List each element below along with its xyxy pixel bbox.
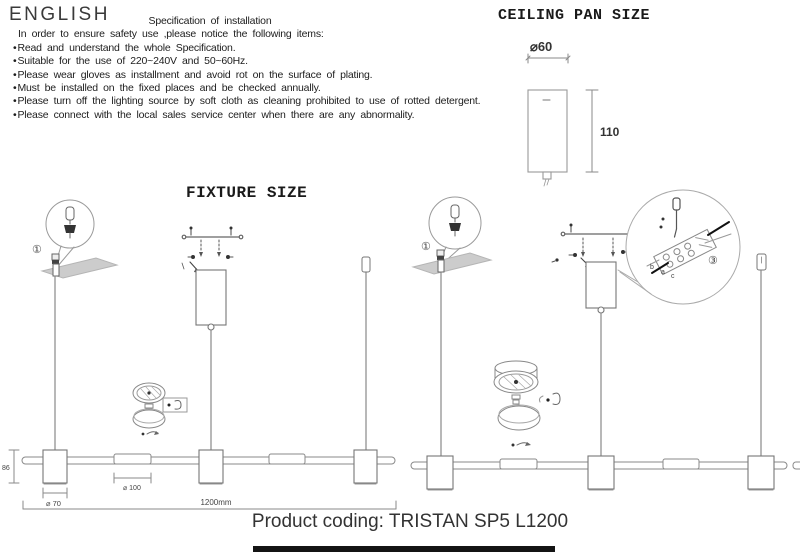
rod-connector xyxy=(663,459,699,469)
spec-intro: In order to ensure safety use ,please notice the following items: xyxy=(18,28,324,41)
canopy-body xyxy=(581,258,616,313)
spec-item-text: Must be installed on the fixed places and be checked annually. xyxy=(17,82,321,95)
pan-diameter-label: ⌀60 xyxy=(530,39,553,54)
callout-1-label: ① xyxy=(421,241,431,253)
fixture-title: FIXTURE SIZE xyxy=(186,184,308,202)
lens-icon xyxy=(133,409,165,428)
terminal-label-b: b xyxy=(650,264,654,271)
lens-icon xyxy=(498,405,540,430)
bullet-icon: • xyxy=(13,95,17,108)
rod-connector xyxy=(114,454,151,464)
spec-block xyxy=(0,15,520,122)
height-dimension-label: 86 xyxy=(2,465,10,472)
callout-1-label: ① xyxy=(32,244,42,256)
spec-item xyxy=(0,95,520,108)
ceiling-pan-body xyxy=(528,90,567,186)
terminal-label-a: a xyxy=(661,269,665,276)
bottom-bar xyxy=(253,546,555,552)
spec-item xyxy=(0,109,520,122)
ceiling-pan-diagram xyxy=(490,30,660,190)
terminal-label-c: c xyxy=(671,273,675,280)
wire-connector xyxy=(362,257,370,272)
pan-height-dimension-line xyxy=(586,90,598,172)
connector-diameter-dimension-line xyxy=(114,473,151,483)
callout-3-label: ③ xyxy=(708,255,718,267)
rotate-arrow-icon xyxy=(512,442,532,447)
bullet-icon: • xyxy=(13,41,17,54)
fastener-detail-box xyxy=(163,398,187,412)
bullet-icon: • xyxy=(13,108,17,121)
rod-connector xyxy=(500,459,537,469)
rotate-arrow-icon xyxy=(142,431,159,435)
canopy-body xyxy=(190,262,226,330)
spec-item-text: Please wear gloves as installment and avoid rot on the surface of plating. xyxy=(17,68,373,81)
spec-item xyxy=(0,82,520,95)
head-diameter-dimension-line xyxy=(43,488,67,498)
bullet-icon: • xyxy=(13,55,17,68)
language-heading: ENGLISH xyxy=(9,4,110,25)
bullet-icon: • xyxy=(13,68,17,81)
fastener-icons xyxy=(539,393,560,404)
ceiling-pan-title: CEILING PAN SIZE xyxy=(498,7,651,24)
wire-connector xyxy=(757,254,766,270)
head-diameter-label: ⌀ 70 xyxy=(46,499,61,508)
pan-height-label: 110 xyxy=(600,125,620,139)
spec-item-text: Please turn off the lighting source by soft cloth as cleaning prohibited to use of rotted detergent. xyxy=(17,95,481,108)
spec-item-text: Please connect with the local sales service center when there are any abnormality. xyxy=(17,108,415,121)
length-dimension-label: 1200mm xyxy=(200,498,232,507)
spec-item-text: Suitable for the use of 220~240V and 50~60Hz. xyxy=(17,55,248,68)
spec-item-text: Read and understand the whole Specification. xyxy=(17,41,236,54)
spec-item xyxy=(0,42,520,55)
pan-diameter-dimension-line xyxy=(526,54,570,63)
screw-icons xyxy=(552,238,629,262)
ceiling-grip xyxy=(437,250,444,272)
rod-connector xyxy=(269,454,305,464)
height-dimension-line xyxy=(9,450,19,483)
spec-item xyxy=(0,55,520,68)
fixture-diagram-dimensions xyxy=(0,193,410,523)
screw-icons xyxy=(182,240,233,269)
fixture-diagram-installation xyxy=(405,190,800,505)
ceiling-grip xyxy=(52,254,59,276)
lamp-head-icon xyxy=(494,361,538,404)
spot-cylinder xyxy=(43,450,377,484)
bullet-icon: • xyxy=(13,82,17,95)
connector-diameter-label: ⌀ 100 xyxy=(123,485,141,492)
product-coding: Product coding: TRISTAN SP5 L1200 xyxy=(251,511,569,532)
ceiling-slab xyxy=(413,253,491,274)
fixture-rod-fragment xyxy=(793,462,800,469)
spec-item xyxy=(0,69,520,82)
spot-cylinder xyxy=(427,456,774,490)
spec-title: Specification of installation xyxy=(148,15,272,27)
lamp-head-icon xyxy=(133,383,165,412)
mounting-bracket xyxy=(182,227,243,239)
